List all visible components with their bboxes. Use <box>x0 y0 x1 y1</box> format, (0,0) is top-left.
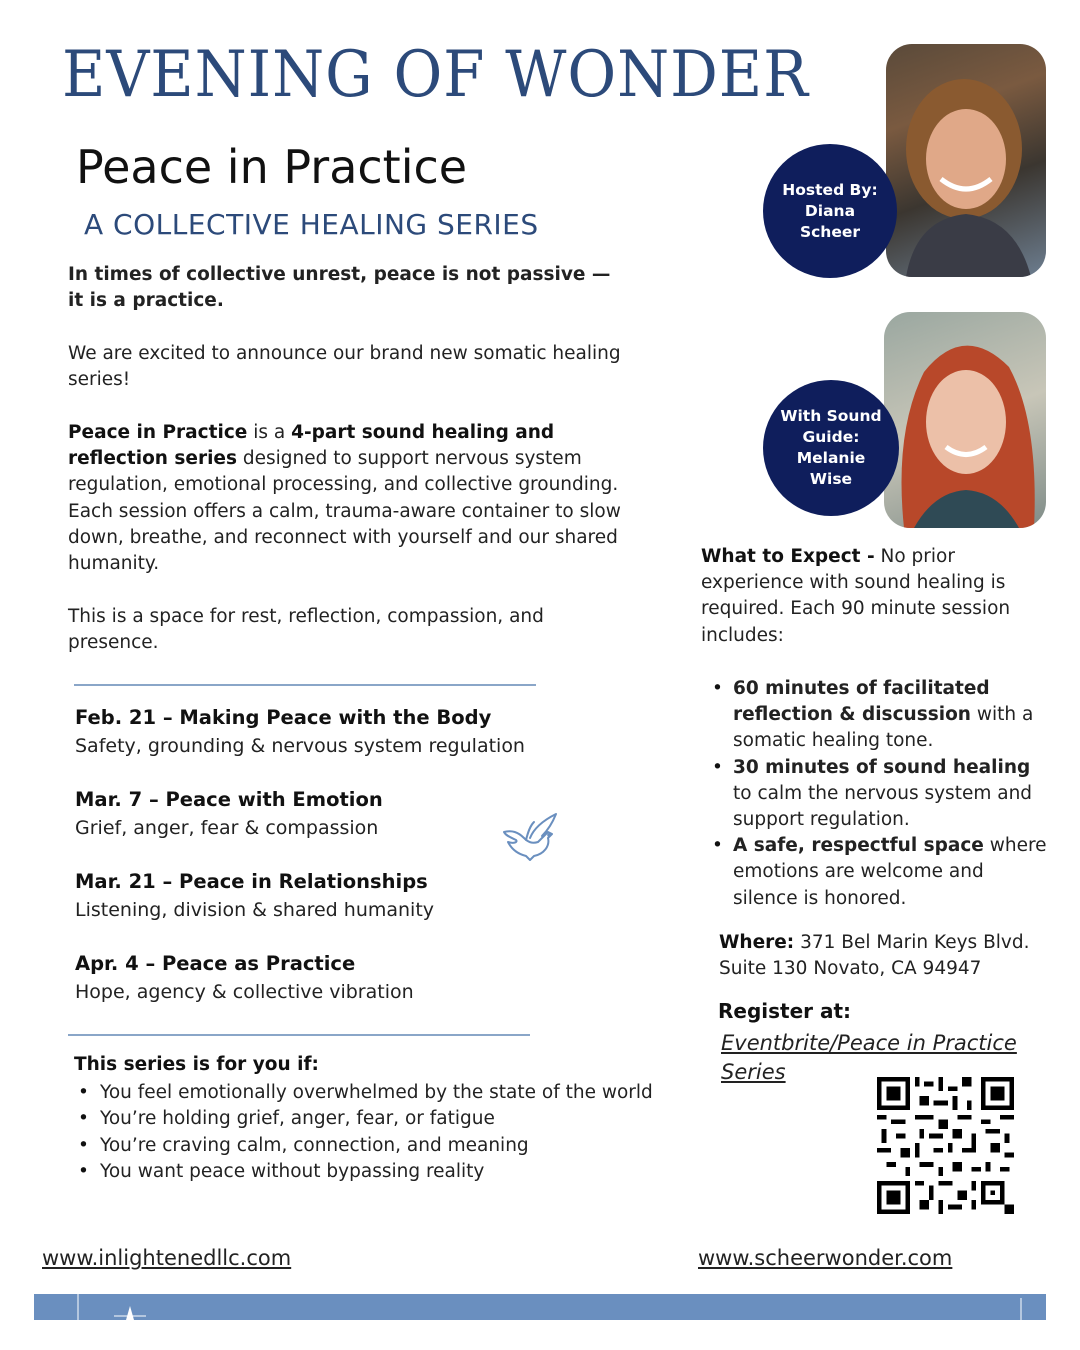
list-item <box>712 755 1052 834</box>
session-desc: Listening, division & shared humanity <box>75 899 435 921</box>
intro-announce: We are excited to announce our brand new somatic healing series! <box>68 343 621 391</box>
session-item <box>75 868 595 924</box>
host-badge-line: Diana <box>804 201 856 220</box>
for-you-heading: This series is for you if: <box>74 1054 319 1075</box>
expect-item-text: to calm the nervous system and support regulation. <box>733 782 1033 831</box>
guide-badge-line: Wise <box>809 470 853 488</box>
guide-badge <box>763 380 899 516</box>
divider <box>68 1034 530 1036</box>
brand-title: EVENING OF WONDER <box>62 38 809 112</box>
desc-bold-series: Peace in Practice <box>68 422 248 443</box>
session-list <box>75 704 595 1032</box>
page-title: Peace in Practice <box>76 140 468 194</box>
session-title: Mar. 21 – Peace in Relationships <box>75 870 428 893</box>
expect-item-text: where emotions are welcome and silence is honored. <box>733 835 1047 909</box>
guide-badge-line: Guide: <box>802 428 860 446</box>
website-link-left[interactable]: www.inlightenedllc.com <box>42 1246 292 1270</box>
divider <box>74 684 536 686</box>
guide-photo <box>884 312 1046 528</box>
guide-badge-line: Melanie <box>796 449 866 467</box>
list-item: • You want peace without bypassing reality <box>78 1159 653 1185</box>
expect-text: No prior experience with sound healing is required. Each 90 minute session includes: <box>701 546 1011 646</box>
list-item: • You’re holding grief, anger, fear, or fatigue <box>78 1106 653 1132</box>
session-title: Apr. 4 – Peace as Practice <box>75 952 356 975</box>
guide-badge-line: With Sound <box>780 407 882 425</box>
desc-bold-parts: 4-part sound healing and reflection series <box>68 422 555 470</box>
session-desc: Hope, agency & collective vibration <box>75 981 414 1003</box>
session-desc: Safety, grounding & nervous system regulation <box>75 735 525 757</box>
what-to-expect <box>701 544 1046 649</box>
desc-text: designed to support nervous system regulation, emotional processing, and collective grounding. Each session offers a calm, trauma-aware container to slow down, breathe, and reconnect with yourself and our shared humanity. <box>68 448 621 575</box>
list-item: • You feel emotionally overwhelmed by the state of the world <box>78 1080 653 1106</box>
expect-item-bold: 30 minutes of sound healing <box>733 756 1031 778</box>
expect-item-bold: A safe, respectful space <box>733 835 984 857</box>
guide-portrait-icon <box>884 312 1046 528</box>
expect-list <box>712 676 1052 912</box>
session-title: Feb. 21 – Making Peace with the Body <box>75 706 492 729</box>
host-photo <box>886 44 1046 277</box>
location <box>719 930 1059 982</box>
expect-label: What to Expect - <box>701 546 875 567</box>
website-link-right[interactable]: www.scheerwonder.com <box>698 1246 953 1270</box>
register-link[interactable]: Eventbrite/Peace in Practice Series <box>721 1031 1017 1084</box>
host-portrait-icon <box>886 44 1046 277</box>
session-title: Mar. 7 – Peace with Emotion <box>75 788 383 811</box>
register-heading: Register at: <box>718 999 852 1023</box>
qr-code-icon[interactable] <box>877 1077 1014 1214</box>
expect-item-bold: 60 minutes of facilitated reflection & discussion <box>733 678 990 726</box>
sparkle-icon <box>34 1294 1046 1320</box>
list-item <box>712 676 1052 755</box>
host-badge-line: Hosted By: <box>782 180 878 199</box>
intro-space: This is a space for rest, reflection, compassion, and presence. <box>68 606 544 654</box>
dove-icon <box>500 810 562 866</box>
host-badge-line: Scheer <box>799 222 861 241</box>
page-subtitle: A COLLECTIVE HEALING SERIES <box>84 208 539 241</box>
desc-text: is a <box>247 422 292 443</box>
host-badge <box>763 144 897 278</box>
where-label: Where: <box>719 932 795 953</box>
list-item: • You’re craving calm, connection, and meaning <box>78 1133 653 1159</box>
intro-description <box>68 420 628 577</box>
where-address: 371 Bel Marin Keys Blvd. Suite 130 Novato, CA 94947 <box>719 932 1030 980</box>
footer-bar <box>34 1294 1046 1320</box>
for-you-list <box>78 1080 653 1185</box>
session-item <box>75 950 595 1006</box>
session-desc: Grief, anger, fear & compassion <box>75 817 379 839</box>
session-item <box>75 704 595 760</box>
list-item <box>712 833 1052 912</box>
expect-item-text: with a somatic healing tone. <box>733 704 1034 752</box>
intro-lead: In times of collective unrest, peace is not passive — it is a practice. <box>68 264 611 312</box>
